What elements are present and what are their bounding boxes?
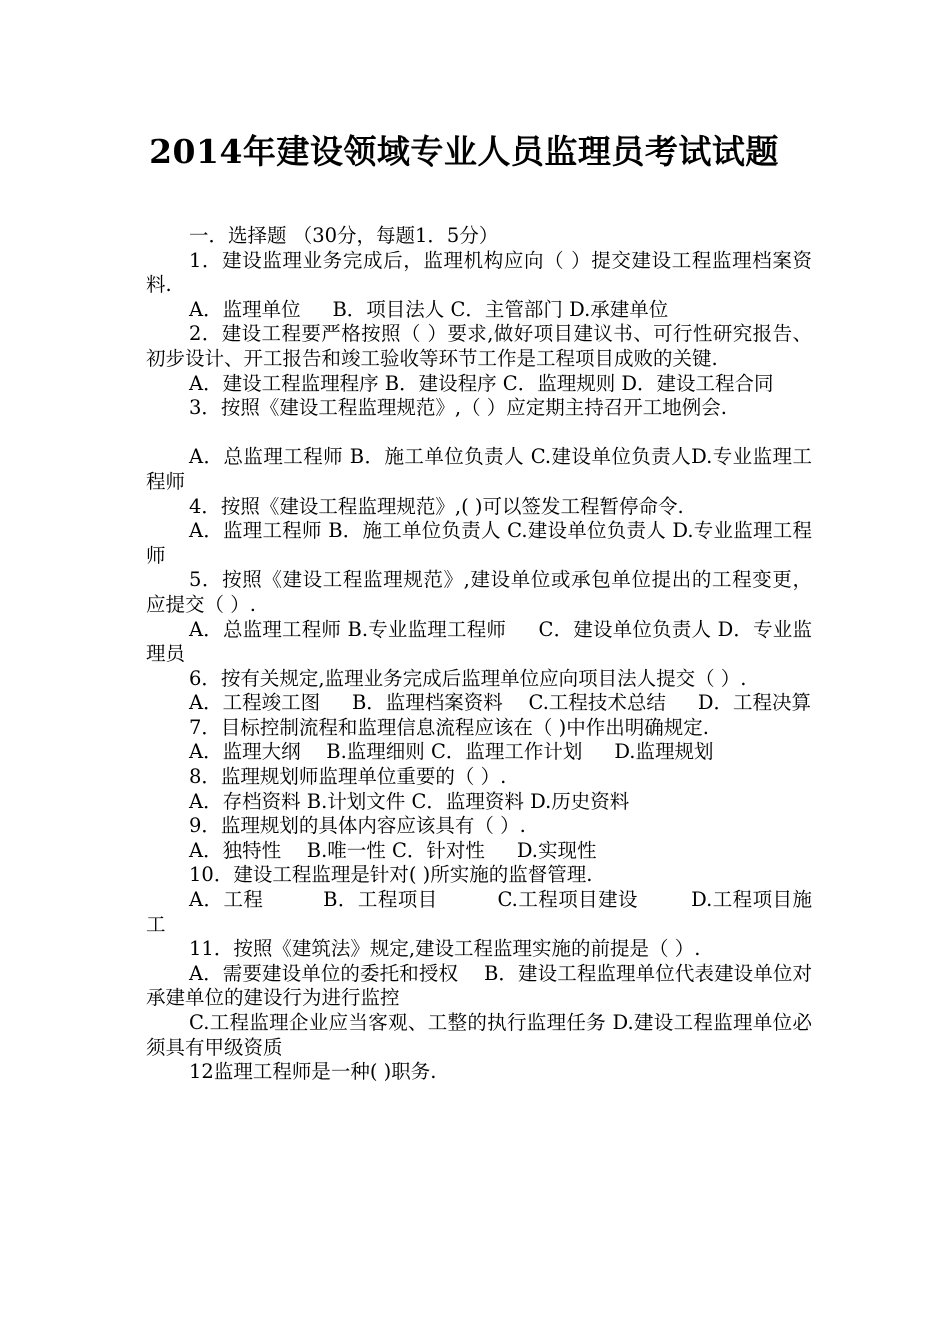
- answer-options: A．工程 B．工程项目 C.工程项目建设 D.工程项目施工: [146, 888, 812, 936]
- answer-options: A．监理单位 B．项目法人 C．主管部门 D.承建单位: [189, 297, 669, 321]
- question-text: 4．按照《建设工程监理规范》,( )可以签发工程暂停命令.: [189, 494, 684, 518]
- answer-options: A．监理大纲 B.监理细则 C．监理工作计划 D.监理规划: [189, 740, 714, 764]
- document-title: 2014年建设领域专业人员监理员考试试题: [149, 132, 779, 171]
- question-text: 10．建设工程监理是针对( )所实施的监督管理.: [189, 863, 593, 887]
- question-text: 8．监理规划师监理单位重要的（ ）.: [189, 765, 507, 789]
- question-text: 2．建设工程要严格按照（ ）要求,做好项目建议书、可行性研究报告、初步设计、开工报告和竣工验收等环节工作是工程项目成败的关键.: [146, 322, 812, 370]
- answer-options: A．需要建设单位的委托和授权 B．建设工程监理单位代表建设单位对承建单位的建设行为进行监控: [146, 961, 812, 1010]
- answer-options: A．建设工程监理程序 B．建设程序 C．监理规则 D．建设工程合同: [189, 371, 774, 395]
- answer-options: A．监理工程师 B．施工单位负责人 C.建设单位负责人 D.专业监理工程师: [146, 519, 812, 567]
- answer-options: A．独特性 B.唯一性 C．针对性 D.实现性: [189, 838, 597, 862]
- answer-options: A．总监理工程师 B.专业监理工程师 C．建设单位负责人 D．专业监理员: [146, 617, 812, 666]
- question-text: 3．按照《建设工程监理规范》,（ ）应定期主持召开工地例会.: [189, 396, 728, 420]
- question-text: 1．建设监理业务完成后，监理机构应向（ ）提交建设工程监理档案资料.: [146, 248, 812, 297]
- question-text: 12监理工程师是一种( )职务.: [189, 1060, 437, 1084]
- answer-options: A．存档资料 B.计划文件 C．监理资料 D.历史资料: [189, 789, 630, 813]
- document-body: [146, 224, 812, 1085]
- answer-options: C.工程监理企业应当客观、工整的执行监理任务 D.建设工程监理单位必须具有甲级资质: [146, 1011, 812, 1059]
- question-text: 9．监理规划的具体内容应该具有（ ）.: [189, 814, 526, 838]
- question-text: 7．目标控制流程和监理信息流程应该在（ )中作出明确规定.: [189, 715, 709, 739]
- answer-options: A．总监理工程师 B．施工单位负责人 C.建设单位负责人D.专业监理工程师: [146, 445, 812, 493]
- question-text: 11．按照《建筑法》规定,建设工程监理实施的前提是（ ）.: [189, 937, 701, 961]
- section-heading: 一．选择题 （30分，每题1．5分）: [189, 224, 499, 247]
- question-text: 5．按照《建设工程监理规范》,建设单位或承包单位提出的工程变更，应提交（ ）.: [146, 568, 812, 616]
- answer-options: A．工程竣工图 B．监理档案资料 C.工程技术总结 D．工程决算: [189, 691, 811, 715]
- question-list: [146, 249, 812, 1085]
- question-text: 6．按有关规定,监理业务完成后监理单位应向项目法人提交（ ）.: [189, 666, 747, 690]
